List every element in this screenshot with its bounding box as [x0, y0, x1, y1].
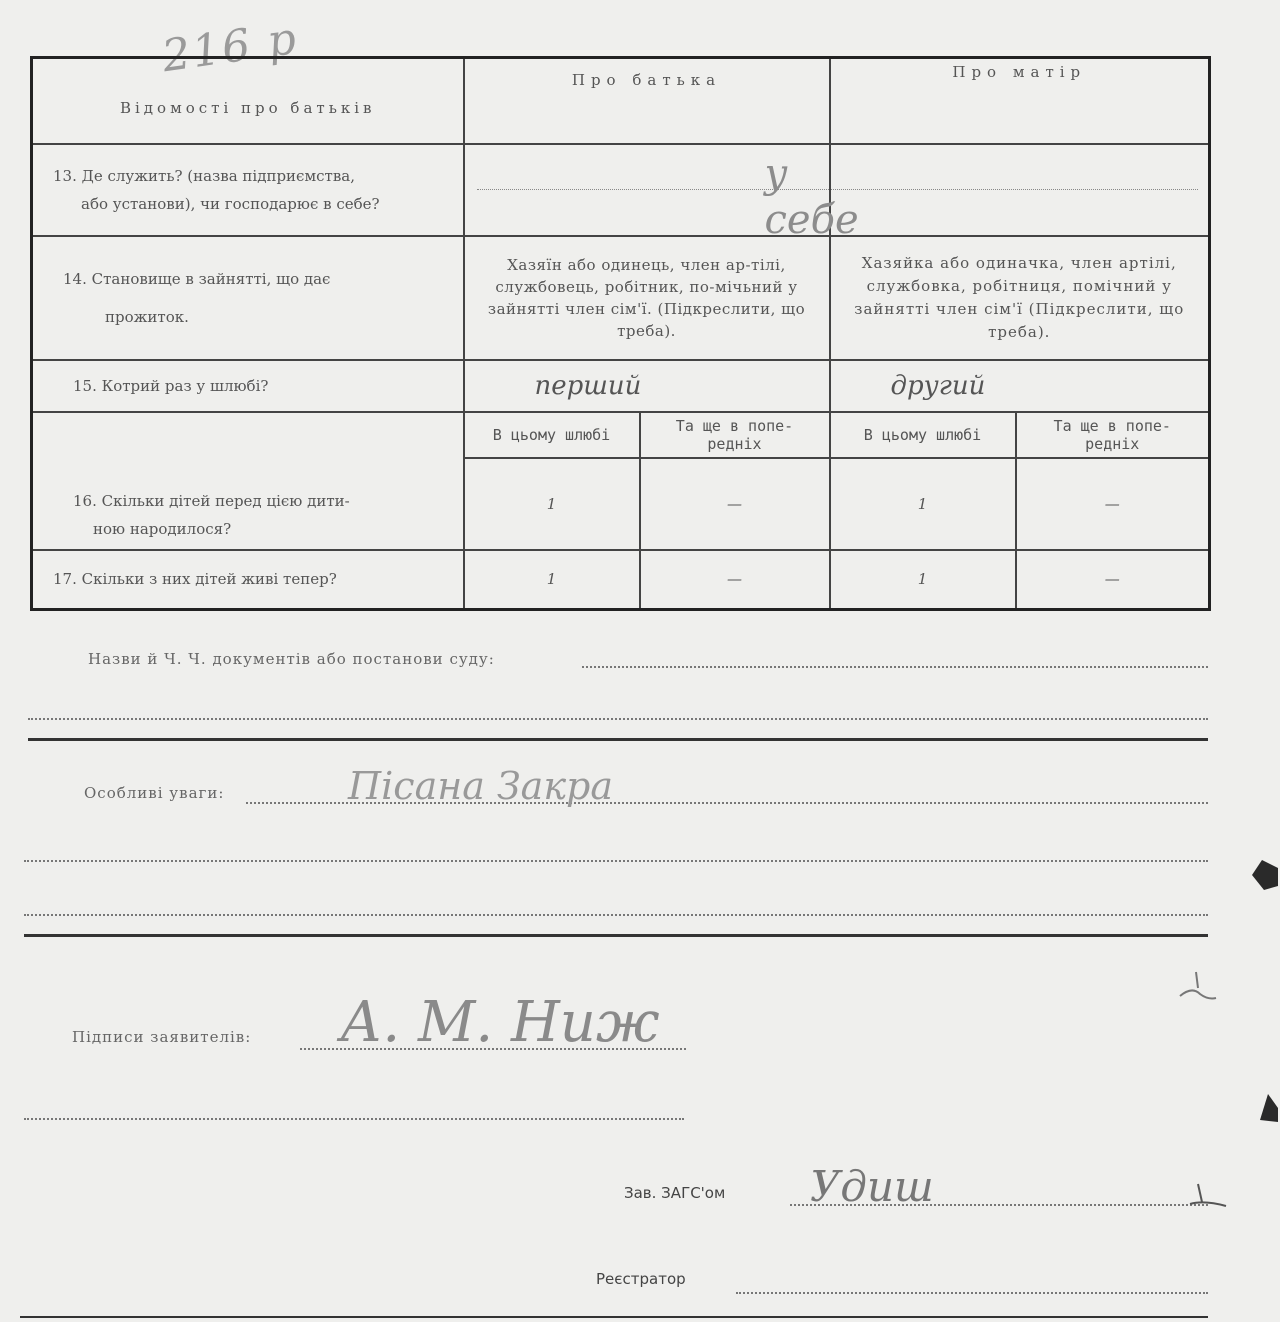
q13-handwritten-answer: у себе: [764, 150, 859, 243]
q16-label: [32, 412, 464, 550]
signatures-label: Підписи заявителів:: [72, 1028, 252, 1046]
header-father: Про батька: [464, 58, 830, 144]
q14-label: [32, 236, 464, 360]
q16-father-this-marriage: 1: [464, 458, 640, 550]
registrar-dotted-line: [736, 1292, 1208, 1294]
scan-smudge-1: [1248, 850, 1280, 900]
notes-dotted-line-3: [24, 914, 1208, 916]
q16-mother-this-marriage: 1: [830, 458, 1016, 550]
bottom-rule: [20, 1316, 1208, 1318]
applicant-signature: А. М. Ниж: [340, 990, 660, 1055]
q17-father-previous: —: [640, 550, 830, 610]
q15-label: 15. Котрий раз у шлюбі?: [32, 360, 464, 412]
mother-this-marriage-header: В цьому шлюбі: [830, 412, 1016, 458]
q14-mother-options: Хазяйка або одиначка, член артілі, службовка, робітниця, помічний у зайнятті член сім'ї (Підкреслити, що треба).: [830, 236, 1210, 360]
documents-dotted-line-2: [28, 718, 1208, 720]
q14-label-line1: 14. Становище в зайнятті, що дає: [63, 269, 331, 288]
table-header-row: [32, 58, 1210, 144]
section-divider-2: [24, 934, 1208, 937]
header-parents-info: Відомості про батьків: [32, 58, 464, 144]
section-divider-1: [28, 738, 1208, 741]
signatures-dotted-line-2: [24, 1118, 684, 1120]
row-q13: [32, 144, 1210, 236]
archive-number: 216 р: [159, 12, 302, 83]
q13-label-line1: 13. Де служить? (назва підприємства,: [53, 166, 355, 185]
father-this-marriage-header: В цьому шлюбі: [464, 412, 640, 458]
q13-mother-cell: [830, 144, 1210, 236]
q16-mother-previous: —: [1016, 458, 1210, 550]
q17-label: 17. Скільки з них дітей живі тепер?: [32, 550, 464, 610]
notes-handwritten-value: Пісана Закра: [348, 764, 613, 808]
scan-smudge-4: [1188, 1178, 1228, 1212]
q17-mother-this-marriage: 1: [830, 550, 1016, 610]
notes-dotted-line-2: [24, 860, 1208, 862]
q16-father-previous: —: [640, 458, 830, 550]
q17-mother-previous: —: [1016, 550, 1210, 610]
parents-info-table: [30, 56, 1211, 611]
q15-mother-value: другий: [830, 360, 1210, 412]
scan-smudge-2: [1258, 1090, 1280, 1124]
mother-previous-header: Та ще в попе-редніх: [1016, 412, 1210, 458]
q13-mother-dotted-line: [831, 189, 1199, 190]
q15-father-value: перший: [464, 360, 830, 412]
q14-father-options: Хазяїн або одинець, член ар-тілі, службовець, робітник, по-мічьний у зайнятті член сім'ї. (Підкреслити, що треба).: [464, 236, 830, 360]
q13-father-cell: [464, 144, 859, 243]
zags-signature: Удиш: [810, 1162, 934, 1211]
q13-label-line2: або установи), чи господарює в себе?: [81, 194, 380, 213]
documents-dotted-line-1: [582, 666, 1208, 668]
notes-label: Особливі уваги:: [84, 784, 225, 802]
q16-label-line1: 16. Скільки дітей перед цією дити-: [73, 491, 350, 510]
row-q15: [32, 360, 1210, 412]
father-previous-header: Та ще в попе-редніх: [640, 412, 830, 458]
row-subheaders: [32, 412, 1210, 458]
q16-label-line2: ною народилося?: [93, 519, 232, 538]
q13-label: [32, 144, 464, 236]
row-q14: [32, 236, 1210, 360]
q14-label-line2: прожиток.: [105, 307, 189, 326]
row-q17: [32, 550, 1210, 610]
header-mother: Про матір: [830, 58, 1210, 144]
zags-label: Зав. ЗАГС'ом: [624, 1184, 726, 1202]
documents-label: Назви й Ч. Ч. документів або постанови суду:: [88, 650, 495, 668]
q17-father-this-marriage: 1: [464, 550, 640, 610]
registrar-label: Реєстратор: [596, 1270, 686, 1288]
scan-smudge-3: [1178, 968, 1218, 1002]
